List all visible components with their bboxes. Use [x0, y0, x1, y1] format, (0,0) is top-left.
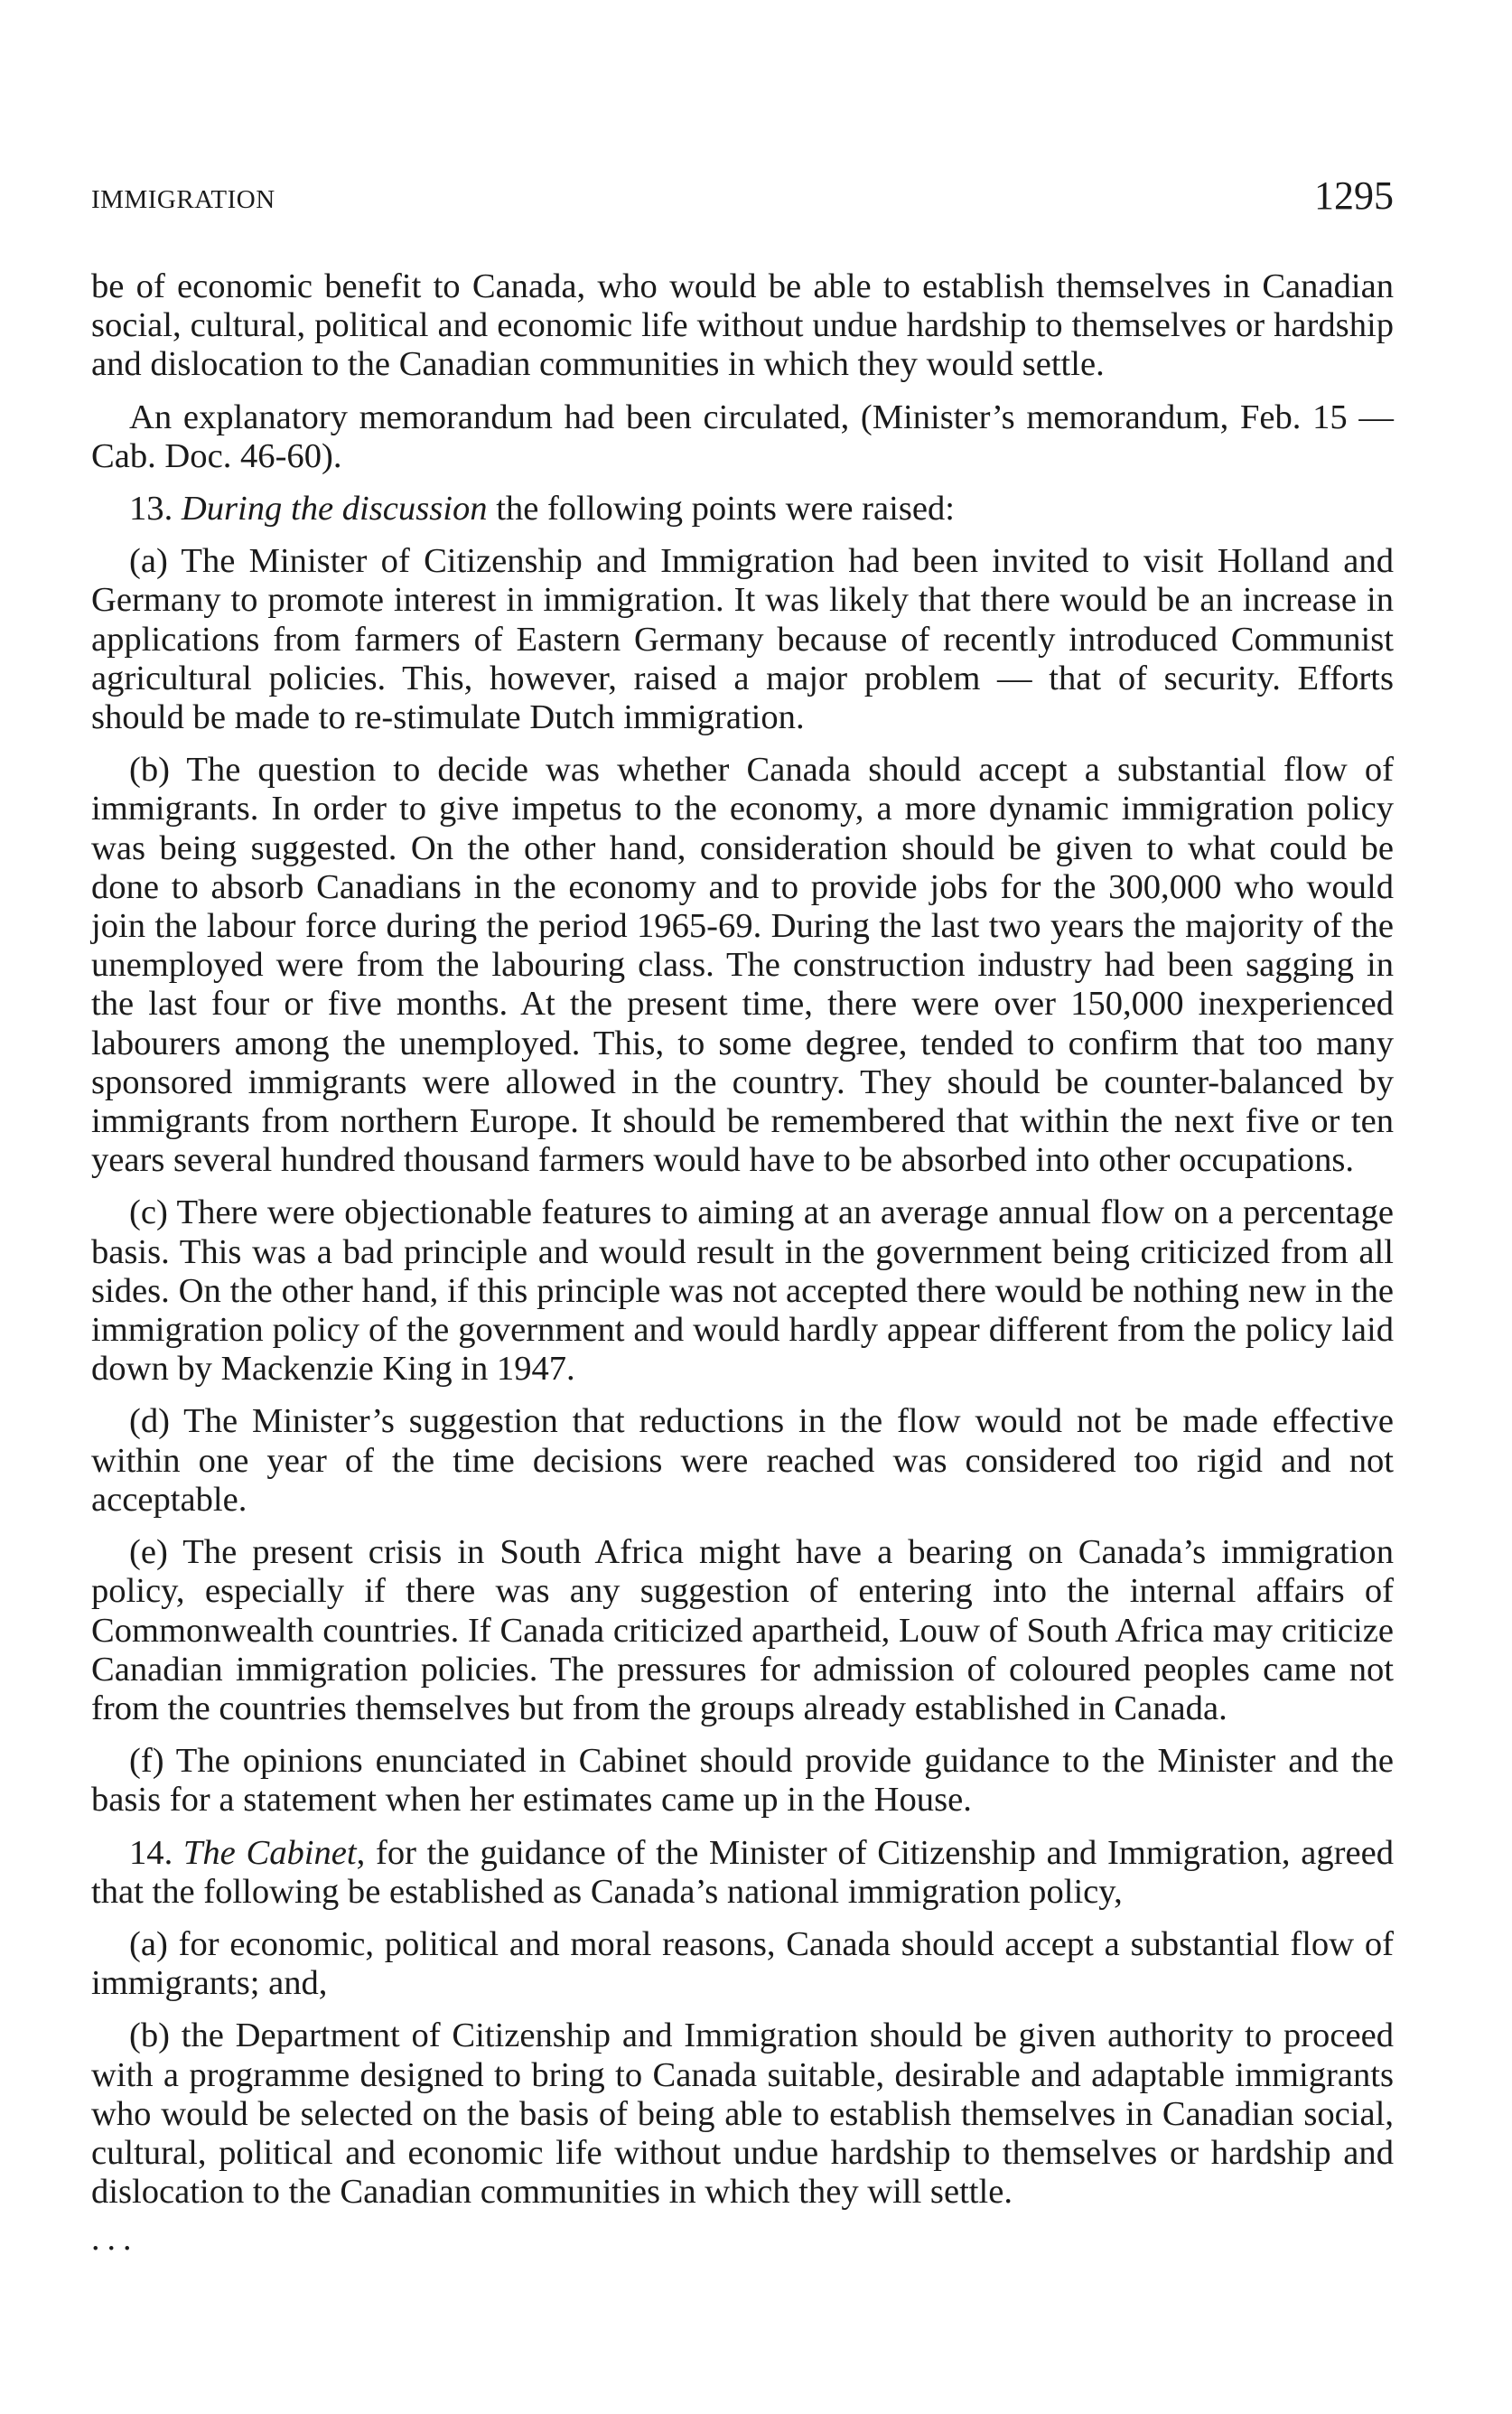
- point-c: (c) There were objectionable features to aiming at an average annual flow on a percentage basis. This was a bad principle and would result in the government being criticized from all sides. On the other hand, if this principle was not accepted there would be nothing new in the immigration policy of the government and would hardly appear different from the policy laid down by Mackenzie King in 1947.: [91, 1193, 1394, 1389]
- paragraph-memorandum: An explanatory memorandum had been circulated, (Minister’s memorandum, Feb. 15 — Cab. Doc. 46-60).: [91, 398, 1394, 475]
- paragraph-14: [91, 1834, 1394, 1912]
- paragraph-text: the following points were raised:: [496, 490, 956, 529]
- running-title: IMMIGRATION: [91, 185, 275, 214]
- paragraph-number: 14.: [129, 1833, 173, 1872]
- point-e: (e) The present crisis in South Africa might have a bearing on Canada’s immigration policy, especially if there was any suggestion of entering into the internal affairs of Commonwealth countries. If Canada criticized apartheid, Louw of South Africa may criticize Canadian immigration policies. The pressures for admission of coloured peoples came not from the countries themselves but from the groups already established in Canada.: [91, 1533, 1394, 1727]
- paragraph-text: , for the guidance of the Minister of Citizenship and Immigration, agreed that the following be established as Canada’s national immigration policy,: [91, 1833, 1394, 1911]
- ellipsis-omission: ...: [91, 2220, 139, 2259]
- running-header: [91, 173, 1394, 222]
- point-a: (a) The Minister of Citizenship and Immigration had been invited to visit Holland and Germany to promote interest in immigration. It was likely that there would be an increase in applications from farmers of Eastern Germany because of recently introduced Communist agricultural policies. This, however, raised a major problem — that of security. Efforts should be made to re-stimulate Dutch immigration.: [91, 542, 1394, 737]
- italic-lead: The Cabinet: [182, 1833, 357, 1872]
- paragraph-continued: be of economic benefit to Canada, who would be able to establish themselves in Canadian social, cultural, political and economic life without undue hardship to themselves or hardship and dislocation to the Canadian communities in which they would settle.: [91, 267, 1394, 384]
- italic-lead: During the discussion: [181, 490, 488, 529]
- paragraph-number: 13.: [129, 490, 173, 529]
- decision-b: (b) the Department of Citizenship and Immigration should be given authority to proceed with a programme designed to bring to Canada suitable, desirable and adaptable immigrants who would be selected on the basis of being able to establish themselves in Canadian social, cultural, political and economic life without undue hardship to themselves or hardship and dislocation to the Canadian communities in which they will settle.: [91, 2016, 1394, 2212]
- point-f: (f) The opinions enunciated in Cabinet should provide guidance to the Minister and the basis for a statement when her estimates came up in the House.: [91, 1742, 1394, 1820]
- decision-a: (a) for economic, political and moral reasons, Canada should accept a substantial flow of immigrants; and,: [91, 1924, 1394, 2003]
- paragraph-13: [91, 490, 1394, 529]
- point-d: (d) The Minister’s suggestion that reductions in the flow would not be made effective within one year of the time decisions were reached was considered too rigid and not acceptable.: [91, 1402, 1394, 1519]
- page-number: 1295: [1314, 173, 1394, 218]
- body-text: [91, 267, 1394, 2259]
- point-b: (b) The question to decide was whether Canada should accept a substantial flow of immigrants. In order to give impetus to the economy, a more dynamic immigration policy was being suggested. On the other hand, consideration should be given to what could be done to absorb Canadians in the economy and to provide jobs for the 300,000 who would join the labour force during the period 1965-69. During the last two years the majority of the unemployed were from the labouring class. The construction industry had been sagging in the last four or five months. At the present time, there were over 150,000 inexperienced labourers among the unemployed. This, to some degree, tended to confirm that too many sponsored immigrants were allowed in the country. They should be counter-balanced by immigrants from northern Europe. It should be remembered that within the next five or ten years several hundred thousand farmers would have to be absorbed into other occupations.: [91, 751, 1394, 1180]
